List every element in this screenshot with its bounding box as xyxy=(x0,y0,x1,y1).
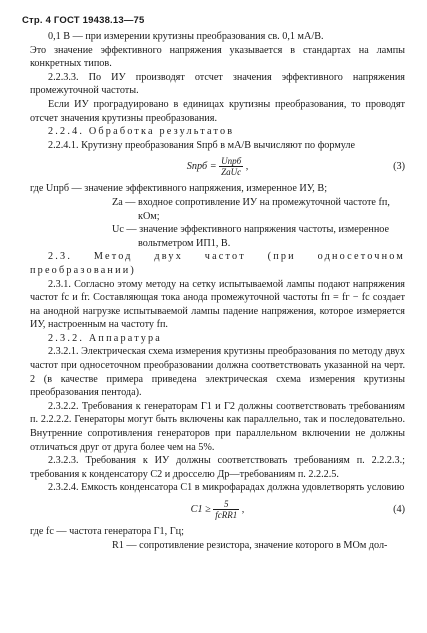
paragraph-2-3-2-2: 2.3.2.2. Требования к генераторам Г1 и Г2 должны соответствовать требованиям п. 2.2.2.2. Генераторы могут быть включены как параллельно, так и последовательно. Внутренние сопротивления генераторов при параллельном включении не должны отличаться друг от друга более чем на 5%. xyxy=(30,400,405,453)
def-4-2: R1 — сопротивление резистора, значение которого в МОм дол- xyxy=(112,539,388,551)
page-header: Стр. 4 ГОСТ 19438.13—75 xyxy=(22,15,145,26)
heading-2-2-4: 2.2.4. Обработка результатов xyxy=(48,126,235,138)
formula-4-numerator: 5 xyxy=(213,499,239,510)
section-2-3-title: 2.3. Метод двух частот (при односеточном преобразовании) xyxy=(30,251,405,276)
paragraph-2-3-2-1: 2.3.2.1. Электрическая схема измерения крутизны преобразования по методу двух частот при односеточном преобразовании должна соответствовать указанной на черт. 2 (в качестве примера приведена электрическая схема измерения крутизны преобразования пентода). xyxy=(30,346,405,399)
formula-4-lhs: С1 ≥ xyxy=(190,503,211,515)
paragraph-2-2-4-1: 2.2.4.1. Крутизну преобразования Sпрб в мА/В вычисляют по формуле xyxy=(48,139,356,151)
text-line-2: Это значение эффективного напряжения указывается в стандартах на лампы конкретных типов. xyxy=(30,44,405,70)
heading-2-3-2: 2.3.2. Аппаратура xyxy=(48,332,163,344)
text-line-1: 0,1 В — при измерении крутизны преобразования св. 0,1 мА/В. xyxy=(48,31,324,42)
formula-4-tail: , xyxy=(241,503,245,515)
formula-3-expression xyxy=(30,156,405,177)
paragraph-2-2-3-3: 2.2.3.3. По ИУ производят отсчет значения эффективного напряжения промежуточной частоты. xyxy=(30,71,405,97)
def-3-2: Zа — входное сопротивление ИУ на промежуточной частоте fп, кОм; xyxy=(112,196,390,222)
def-3-3: Uс — значение эффективного напряжения частоты, измеренное вольтметром ИП1, В. xyxy=(112,224,390,249)
paragraph-2-3-2-4: 2.3.2.4. Емкость конденсатора С1 в микрофарадах должна удовлетворять условию xyxy=(48,482,405,494)
paragraph-2-3-2-3: 2.3.2.3. Требования к ИУ должны соответствовать требованиям п. 2.2.2.3.; требования к конденсатору С2 и дросселю Др—требованиям п. 2.2.2.5. xyxy=(30,455,405,480)
formula-4-expression xyxy=(30,499,405,520)
formula-4-number: (4) xyxy=(393,504,405,515)
formula-3-fraction xyxy=(219,156,243,177)
formula-4-denominator: fсRR1 xyxy=(215,510,238,520)
paragraph-2-3-1: 2.3.1. Согласно этому методу на сетку испытываемой лампы подают напряжения частот fс и fг. Составляющая тока анода промежуточной частоты fп = fг − fс создает на анодной нагрузке испытываемой лампы падение напряжения, которое измеряется ИУ, настроенным на частоту fп. xyxy=(30,278,405,331)
formula-3-numerator: Uпрб xyxy=(221,156,242,167)
def-4-1: где fс — частота генератора Г1, Гц; xyxy=(30,526,184,537)
paragraph-graduated: Если ИУ проградуировано в единицах крутизны преобразования, то проводят отсчет значения крутизны преобразования. xyxy=(30,98,405,124)
formula-4 xyxy=(30,497,405,523)
formula-3-tail: , xyxy=(245,161,249,173)
formula-3-lhs: Sпрб = xyxy=(186,161,217,173)
def-3-1: где Uпрб — значение эффективного напряжения, измеренное ИУ, В; xyxy=(30,183,328,195)
formula-3-denominator: ZаUс xyxy=(221,167,242,178)
formula-3 xyxy=(30,154,405,180)
formula-3-number: (3) xyxy=(393,161,405,173)
formula-4-fraction xyxy=(213,499,239,520)
